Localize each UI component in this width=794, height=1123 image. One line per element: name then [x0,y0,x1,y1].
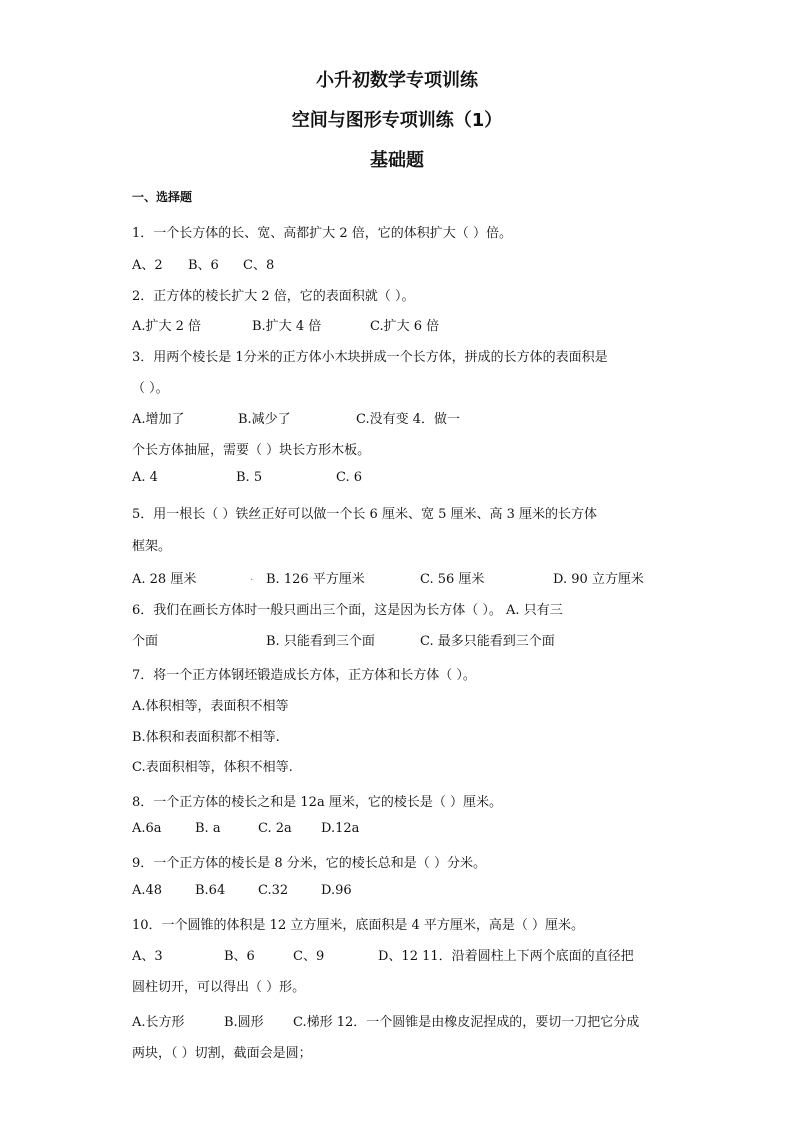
q11-option-a: A.长方形 [132,1015,185,1030]
question-10: 10．一个圆锥的体积是 12 立方厘米，底面积是 4 平方厘米，高是（ ）厘米。 [132,918,585,933]
question-2: 2．正方体的棱长扩大 2 倍，它的表面积就（ ）。 [132,289,415,304]
question-9: 9．一个正方体的棱长是 8 分米，它的棱长总和是（ ）分米。 [132,856,486,871]
q10-option-a: A、3 [132,949,163,964]
q6-option-b: B. 只能看到三个面 [266,634,375,649]
q8-option-a: A.6a [132,821,162,836]
q1-option-a: A、2 [132,258,163,273]
q9-option-c: C.32 [258,883,289,898]
question-5-line-1: 5．用一根长（ ）铁丝正好可以做一个长 6 厘米、宽 5 厘米、高 3 厘米的长方体 [132,507,598,522]
question-7: 7．将一个正方体钢坯锻造成长方体，正方体和长方体（ ）。 [132,668,476,683]
q2-option-b: B.扩大 4 倍 [252,319,322,334]
q5-option-c: C. 56 厘米 [420,572,485,587]
q10-option-b: B、6 [224,949,255,964]
q8-option-c: C. 2a [258,821,292,836]
question-6-line-2: 个面 [132,634,159,649]
q2-option-c: C.扩大 6 倍 [370,319,440,334]
q6-option-c: C. 最多只能看到三个面 [420,634,555,649]
q11-option-b: B.圆形 [224,1015,264,1030]
q1-option-b: B、6 [188,258,219,273]
question-3-line-1: 3．用两个棱长是 1分米的正方体小木块拼成一个长方体，拼成的长方体的表面积是 [132,350,608,365]
q1-option-c: C、8 [243,258,275,273]
q8-option-d: D.12a [321,821,360,836]
q10-option-d: D、12 11．沿着圆柱上下两个底面的直径把 [378,949,634,964]
sub-title: 空间与图形专项训练（1） [291,110,503,131]
q4-option-a: A. 4 [132,470,158,485]
question-1: 1．一个长方体的长、宽、高都扩大 2 倍，它的体积扩大（ ）倍。 [132,226,512,241]
q3-option-b: B.减少了 [238,412,291,427]
stray-mark: . [250,572,254,583]
question-8: 8．一个正方体的棱长之和是 12a 厘米，它的棱长是（ ）厘米。 [132,795,502,810]
q9-option-b: B.64 [195,883,226,898]
q7-option-b: B.体积和表面积都不相等. [132,730,280,745]
q10-option-c: C、9 [293,949,325,964]
question-4: 个长方体抽屉，需要（ ）块长方形木板。 [132,443,371,458]
q7-option-c: C.表面积相等，体积不相等. [132,760,293,775]
question-12: 两块，（ ）切割，截面会是圆； [132,1046,312,1061]
main-title: 小升初数学专项训练 [316,70,478,91]
q9-option-a: A.48 [132,883,163,898]
q5-option-a: A. 28 厘米 [132,572,197,587]
q7-option-a: A.体积相等，表面积不相等 [132,699,289,714]
q3-option-c: C.没有变 4．做一 [356,412,461,427]
q11-option-c: C.梯形 12．一个圆锥是由橡皮泥捏成的，要切一刀把它分成 [293,1015,640,1030]
level-title: 基础题 [370,150,424,171]
question-5-line-2: 框架。 [132,539,172,554]
q4-option-b: B. 5 [236,470,263,485]
q3-option-a: A.增加了 [132,412,185,427]
section-heading: 一、选择题 [132,190,193,204]
q5-option-b: B. 126 平方厘米 [266,572,365,587]
question-6-line-1: 6．我们在画长方体时一般只画出三个面，这是因为长方体（ ）。 A. 只有三 [132,603,563,618]
q9-option-d: D.96 [321,883,352,898]
q2-option-a: A.扩大 2 倍 [132,319,202,334]
q8-option-b: B. a [195,821,221,836]
question-11: 圆柱切开，可以得出（ ）形。 [132,980,306,995]
q5-option-d: D. 90 立方厘米 [553,572,644,587]
q4-option-c: C. 6 [336,470,363,485]
question-3-line-2: （ ）。 [132,381,169,396]
